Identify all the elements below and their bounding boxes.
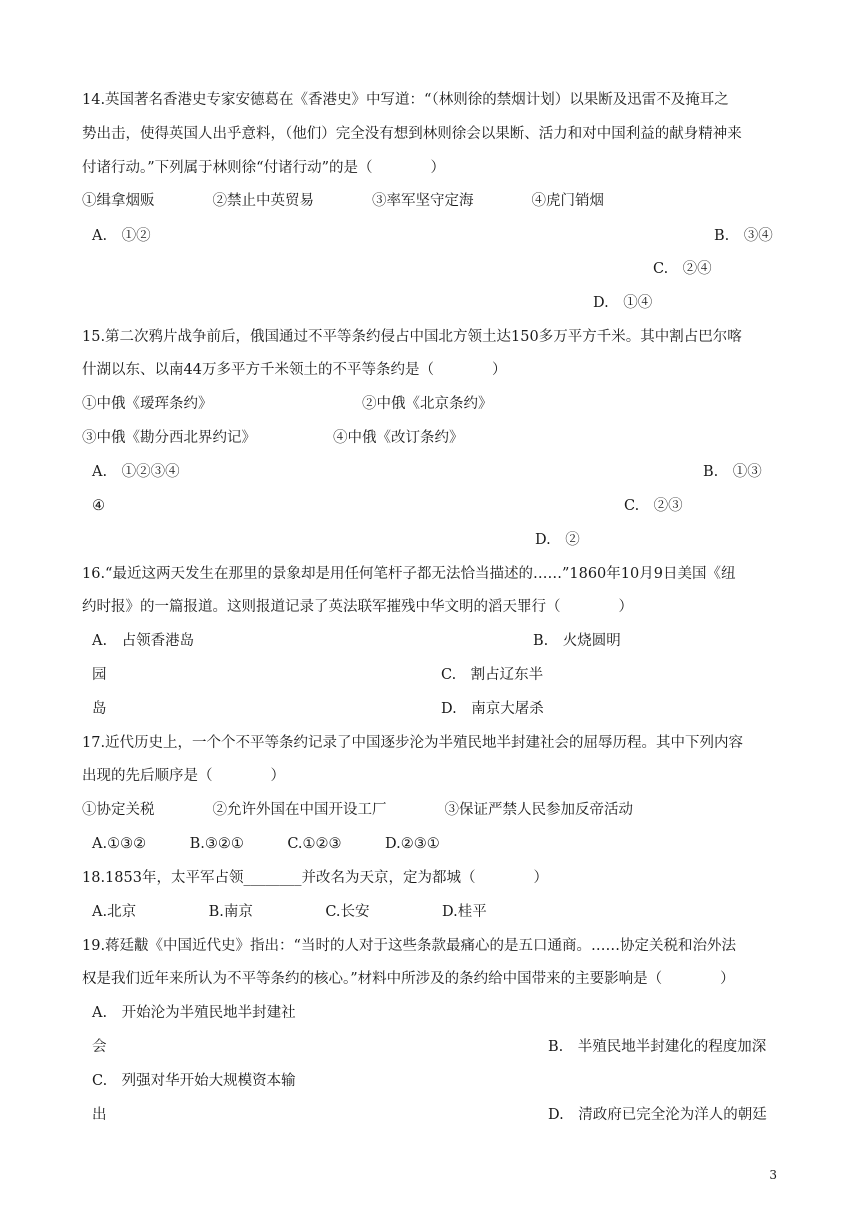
- q17-line2: 出现的先后顺序是（ ）: [82, 768, 285, 784]
- q16-option-a: A. 占领香港岛: [92, 633, 195, 649]
- q19-option-c-cont: 出: [92, 1107, 107, 1123]
- q14-line3: 付诸行动。”下列属于林则徐“付诸行动”的是（ ）: [82, 160, 445, 176]
- q14-option-a: A. ①②: [92, 228, 151, 244]
- q18-line1: 18.1853年，太平军占领________并改名为天京，定为都城（ ）: [82, 870, 548, 886]
- q15-option-c: C. ②③: [624, 498, 683, 514]
- q17-options: A.①③② B.③②① C.①②③ D.②③①: [92, 836, 440, 852]
- q15-item2: ②中俄《北京条约》: [362, 396, 493, 412]
- q19-option-b: B. 半殖民地半封建化的程度加深: [548, 1039, 767, 1055]
- q15-line1: 15.第二次鸦片战争前后，俄国通过不平等条约侵占中国北方领土达150多万平方千米。其中割占巴尔喀: [82, 329, 742, 345]
- q19-option-d: D. 清政府已完全沦为洋人的朝廷: [548, 1107, 767, 1123]
- q17-line1: 17.近代历史上，一个个不平等条约记录了中国逐步沦为半殖民地半封建社会的屈辱历程。其中下列内容: [82, 735, 744, 751]
- q19-option-a: A. 开始沦为半殖民地半封建社: [92, 1005, 296, 1021]
- q16-line2: 约时报》的一篇报道。这则报道记录了英法联军摧残中华文明的滔天罪行（ ）: [82, 599, 633, 615]
- q14-option-d: D. ①④: [593, 295, 653, 311]
- q15-item4: ④中俄《改订条约》: [333, 430, 464, 446]
- q15-item3: ③中俄《勘分西北界约记》: [82, 430, 256, 446]
- q19-option-a-cont: 会: [92, 1039, 107, 1055]
- page-number: 3: [769, 1168, 777, 1182]
- q14-items: ①缉拿烟贩 ②禁止中英贸易 ③率军坚守定海 ④虎门销烟: [82, 193, 604, 209]
- q15-option-a-cont: ④: [92, 498, 105, 514]
- q15-option-b: B. ①③: [703, 464, 762, 480]
- q16-option-b-cont: 园: [92, 667, 107, 683]
- q19-line2: 权是我们近年来所认为不平等条约的核心。”材料中所涉及的条约给中国带来的主要影响是（ ）: [82, 971, 735, 987]
- q14-option-c: C. ②④: [653, 261, 712, 277]
- q14-option-b: B. ③④: [714, 228, 773, 244]
- q16-option-c: C. 割占辽东半: [441, 667, 544, 683]
- q19-line1: 19.蒋廷黻《中国近代史》指出：“当时的人对于这些条款最痛心的是五口通商。……协定关税和治外法: [82, 938, 736, 954]
- q16-option-c-cont: 岛: [92, 701, 107, 717]
- q16-option-d: D. 南京大屠杀: [441, 701, 544, 717]
- q18-options: A.北京 B.南京 C.长安 D.桂平: [92, 904, 487, 920]
- q14-line2: 势出击，使得英国人出乎意料，（他们）完全没有想到林则徐会以果断、活力和对中国利益的献身精神来: [82, 126, 742, 142]
- q16-option-b: B. 火烧圆明: [533, 633, 621, 649]
- q16-line1: 16.“最近这两天发生在那里的景象却是用任何笔杆子都无法恰当描述的……”1860年10月9日美国《纽: [82, 566, 736, 582]
- q15-line2: 什湖以东、以南44万多平方千米领土的不平等条约是（ ）: [82, 362, 507, 378]
- q14-line1: 14.英国著名香港史专家安德葛在《香港史》中写道：“（林则徐的禁烟计划）以果断及迅雷不及掩耳之: [82, 92, 729, 108]
- q15-option-a: A. ①②③④: [92, 464, 180, 480]
- q15-option-d: D. ②: [535, 532, 580, 548]
- q17-items: ①协定关税 ②允许外国在中国开设工厂 ③保证严禁人民参加反帝活动: [82, 802, 633, 818]
- q19-option-c: C. 列强对华开始大规模资本输: [92, 1073, 296, 1089]
- q15-item1: ①中俄《瑷珲条约》: [82, 396, 213, 412]
